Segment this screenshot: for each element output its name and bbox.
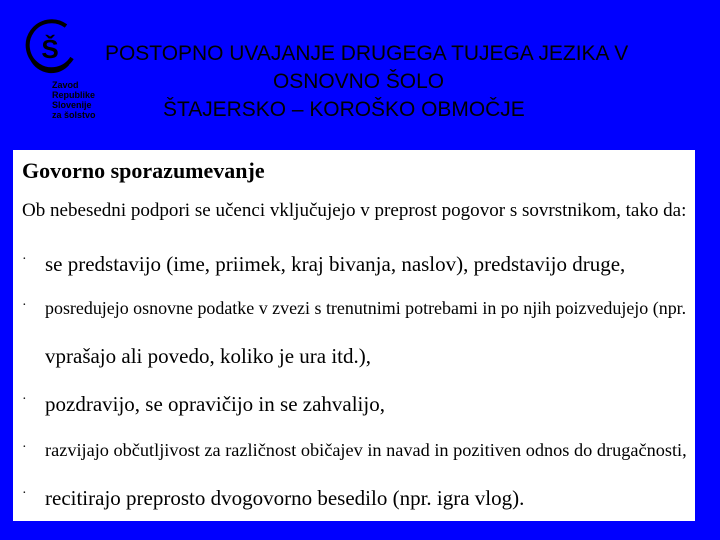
bullet-icon: · xyxy=(22,440,27,455)
list-item-text: vprašajo ali povedo, koliko je ura itd.), xyxy=(45,344,372,368)
slide-title xyxy=(105,40,715,124)
document-heading: Govorno sporazumevanje xyxy=(22,158,265,183)
list-item-text: razvijajo občutljivost za različnost običajev in navad in pozitiven odnos do drugačnosti, xyxy=(45,440,687,460)
list-item-text: posredujejo osnovne podatke v zvezi s trenutnimi potrebami in po njih poizvedujejo (npr. xyxy=(45,298,687,318)
title-line-3: ŠTAJERSKO – KOROŠKO OBMOČJE xyxy=(163,98,525,121)
title-line-1: POSTOPNO UVAJANJE DRUGEGA TUJEGA JEZIKA V xyxy=(105,42,629,65)
bullet-icon: · xyxy=(22,298,27,313)
logo-mark-letter: Š xyxy=(41,34,59,64)
document-scan xyxy=(13,150,695,521)
bullet-icon: · xyxy=(22,392,27,407)
logo-line: Slovenije xyxy=(52,100,92,110)
zrss-logo-mark-icon xyxy=(22,18,78,78)
zrss-logo xyxy=(22,18,112,124)
bullet-icon: · xyxy=(22,486,27,501)
logo-line: za šolstvo xyxy=(52,110,96,120)
logo-line: Republike xyxy=(52,90,96,100)
title-line-2: OSNOVNO ŠOLO xyxy=(273,70,445,93)
list-item-text: se predstavijo (ime, priimek, kraj bivanja, naslov), predstavijo druge, xyxy=(45,252,626,276)
logo-line: Zavod xyxy=(52,80,79,90)
list-item-text: pozdravijo, se opravičijo in se zahvalijo, xyxy=(45,392,385,416)
list-item-text: recitirajo preprosto dvogovorno besedilo (npr. igra vlog). xyxy=(45,486,525,510)
bullet-icon: · xyxy=(22,252,27,267)
document-intro: Ob nebesedni podpori se učenci vključujejo v preprost pogovor s sovrstnikom, tako da: xyxy=(22,200,687,221)
